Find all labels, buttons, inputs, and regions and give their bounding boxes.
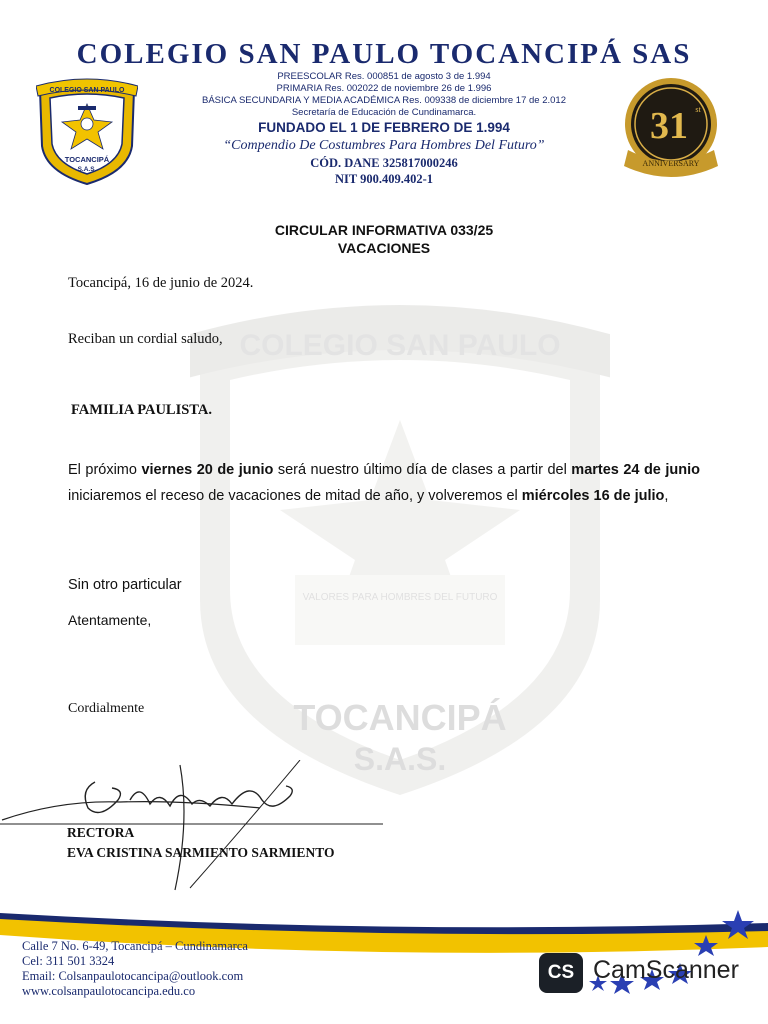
- closing-line-3: Cordialmente: [68, 701, 145, 716]
- letter-date: Tocancipá, 16 de junio de 2024.: [68, 275, 254, 291]
- dane-code: CÓD. DANE 325817000246: [310, 156, 458, 170]
- closing-line-1: Sin otro particular: [68, 577, 182, 593]
- footer-email[interactable]: Email: Colsanpaulotocancipa@outlook.com: [22, 969, 244, 983]
- camscanner-brand: CamScanner: [593, 956, 739, 984]
- closing-line-2: Atentamente,: [68, 612, 152, 628]
- body-bold-3: miércoles 16 de julio: [521, 488, 665, 504]
- body-text-4: ,: [664, 488, 669, 504]
- circular-title: [0, 221, 768, 257]
- logo-top-text: COLEGIO SAN PAULO: [49, 87, 125, 94]
- footer-phone: Cel: 311 501 3324: [22, 954, 115, 968]
- anniversary-badge: [622, 76, 720, 182]
- watermark-shield: [190, 300, 610, 800]
- watermark-bottom-text-2: S.A.S.: [353, 741, 447, 777]
- badge-suffix: st: [695, 105, 701, 114]
- school-name: COLEGIO SAN PAULO TOCANCIPÁ SAS: [76, 38, 692, 70]
- handwritten-signature: [0, 760, 400, 895]
- circular-title-line1: CIRCULAR INFORMATIVA 033/25: [274, 222, 494, 238]
- watermark-top-text: COLEGIO SAN PAULO: [239, 329, 561, 362]
- nit-number: NIT 900.409.402-1: [334, 172, 434, 186]
- logo-bottom-text-1: TOCANCIPÁ: [64, 155, 110, 164]
- resolution-secretaria: Secretaría de Educación de Cundinamarca.: [291, 107, 477, 118]
- logo-bottom-text-2: S.A.S.: [77, 166, 97, 173]
- footer-website[interactable]: www.colsanpaulotocancipa.edu.co: [22, 984, 196, 998]
- school-logo: [36, 76, 138, 186]
- camscanner-logo-icon: CS: [539, 953, 583, 993]
- badge-number: 31: [650, 105, 688, 147]
- letter-body-paragraph: [68, 457, 700, 509]
- resolution-secundaria: BÁSICA SECUNDARIA Y MEDIA ACADÉMICA Res. 009338 de diciembre 17 de 2.012: [202, 95, 566, 106]
- body-bold-1: viernes 20 de junio: [141, 462, 274, 478]
- circular-title-line2: VACACIONES: [337, 240, 431, 256]
- resolution-preescolar: PREESCOLAR Res. 000851 de agosto 3 de 1.994: [277, 71, 491, 82]
- watermark-book-text: VALORES PARA HOMBRES DEL FUTURO: [302, 592, 498, 603]
- resolution-primaria: PRIMARIA Res. 002022 de noviembre 26 de 1.996: [276, 83, 492, 94]
- letter-greeting: Reciban un cordial saludo,: [68, 331, 223, 347]
- body-bold-2: martes 24 de junio: [571, 462, 700, 478]
- footer-address: Calle 7 No. 6-49, Tocancipá – Cundinamarca: [22, 939, 248, 953]
- watermark-bottom-text-1: TOCANCIPÁ: [293, 697, 507, 738]
- signer-name: EVA CRISTINA SARMIENTO SARMIENTO: [67, 845, 335, 860]
- body-text-3: iniciaremos el receso de vacaciones de mitad de año, y volveremos el: [68, 488, 522, 504]
- signer-role: RECTORA: [67, 825, 135, 840]
- body-text-1: El próximo: [68, 462, 142, 478]
- body-text-2: será nuestro último día de clases a partir del: [273, 462, 572, 478]
- letter-addressee: FAMILIA PAULISTA.: [71, 402, 212, 418]
- school-motto: “Compendio De Costumbres Para Hombres Del Futuro”: [223, 138, 545, 153]
- badge-ribbon: ANNIVERSARY: [642, 159, 700, 168]
- founded-date: FUNDADO EL 1 DE FEBRERO DE 1.994: [258, 120, 510, 135]
